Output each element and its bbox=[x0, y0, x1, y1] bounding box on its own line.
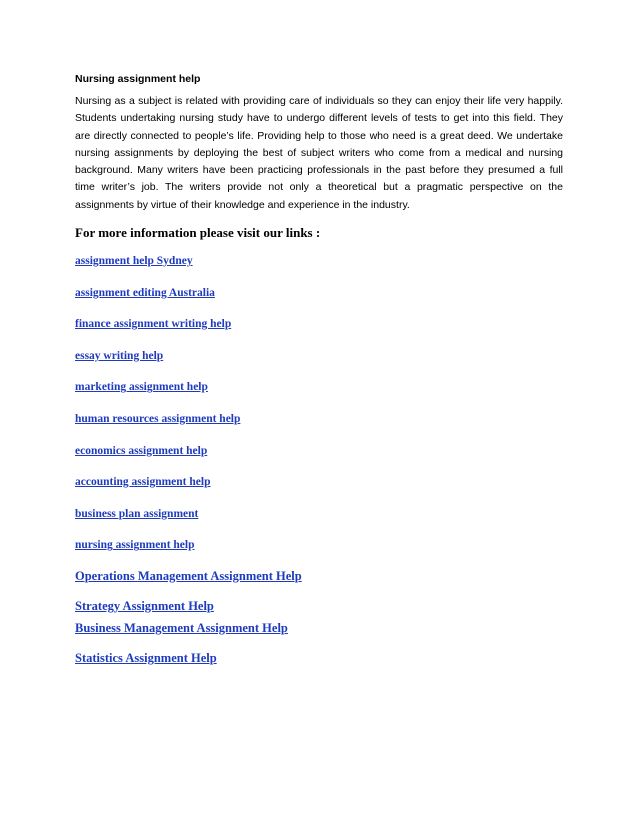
list-item bbox=[75, 619, 563, 649]
list-item bbox=[75, 346, 563, 378]
list-item bbox=[75, 377, 563, 409]
list-item bbox=[75, 409, 563, 441]
link-assignment-help-sydney[interactable]: assignment help Sydney bbox=[75, 255, 193, 268]
links-heading: For more information please visit our links : bbox=[75, 225, 321, 241]
document-page bbox=[75, 72, 563, 667]
list-item bbox=[75, 597, 563, 619]
link-accounting-assignment-help[interactable]: accounting assignment help bbox=[75, 476, 211, 489]
list-item bbox=[75, 649, 563, 667]
link-finance-assignment-writing-help[interactable]: finance assignment writing help bbox=[75, 318, 232, 331]
list-item bbox=[75, 504, 563, 536]
list-item bbox=[75, 251, 563, 283]
list-item bbox=[75, 441, 563, 473]
link-business-plan-assignment[interactable]: business plan assignment bbox=[75, 507, 199, 520]
list-item bbox=[75, 535, 563, 567]
list-item bbox=[75, 567, 563, 597]
list-item bbox=[75, 314, 563, 346]
link-marketing-assignment-help[interactable]: marketing assignment help bbox=[75, 381, 208, 394]
link-assignment-editing-australia[interactable]: assignment editing Australia bbox=[75, 286, 215, 299]
link-essay-writing-help[interactable]: essay writing help bbox=[75, 349, 164, 362]
link-nursing-assignment-help[interactable]: nursing assignment help bbox=[75, 539, 195, 552]
document-body-paragraph: Nursing as a subject is related with providing care of individuals so they can enjoy their life very happily. Students undertaking nursing study have to undergo different levels of tests to get into this field. They are directly connected to people’s life. Providing help to those who need is a great deed. We undertake nursing assignments by deploying the best of subject writers who come from a medical and nursing background. Many writers have been practicing professionals in the past before they presumed a full time writer’s job. The writers provide not only a theoretical but a pragmatic perspective on the assignments by virtue of their knowledge and experience in the industry. bbox=[75, 95, 563, 211]
link-economics-assignment-help[interactable]: economics assignment help bbox=[75, 444, 208, 457]
list-item bbox=[75, 472, 563, 504]
link-strategy-assignment-help[interactable]: Strategy Assignment Help bbox=[75, 599, 214, 614]
document-title: Nursing assignment help bbox=[75, 73, 201, 85]
link-business-management-assignment-help[interactable]: Business Management Assignment Help bbox=[75, 621, 288, 636]
link-statistics-assignment-help[interactable]: Statistics Assignment Help bbox=[75, 651, 217, 666]
link-list bbox=[75, 251, 563, 667]
link-operations-management-assignment-help[interactable]: Operations Management Assignment Help bbox=[75, 569, 302, 584]
list-item bbox=[75, 283, 563, 315]
link-human-resources-assignment-help[interactable]: human resources assignment help bbox=[75, 413, 241, 426]
